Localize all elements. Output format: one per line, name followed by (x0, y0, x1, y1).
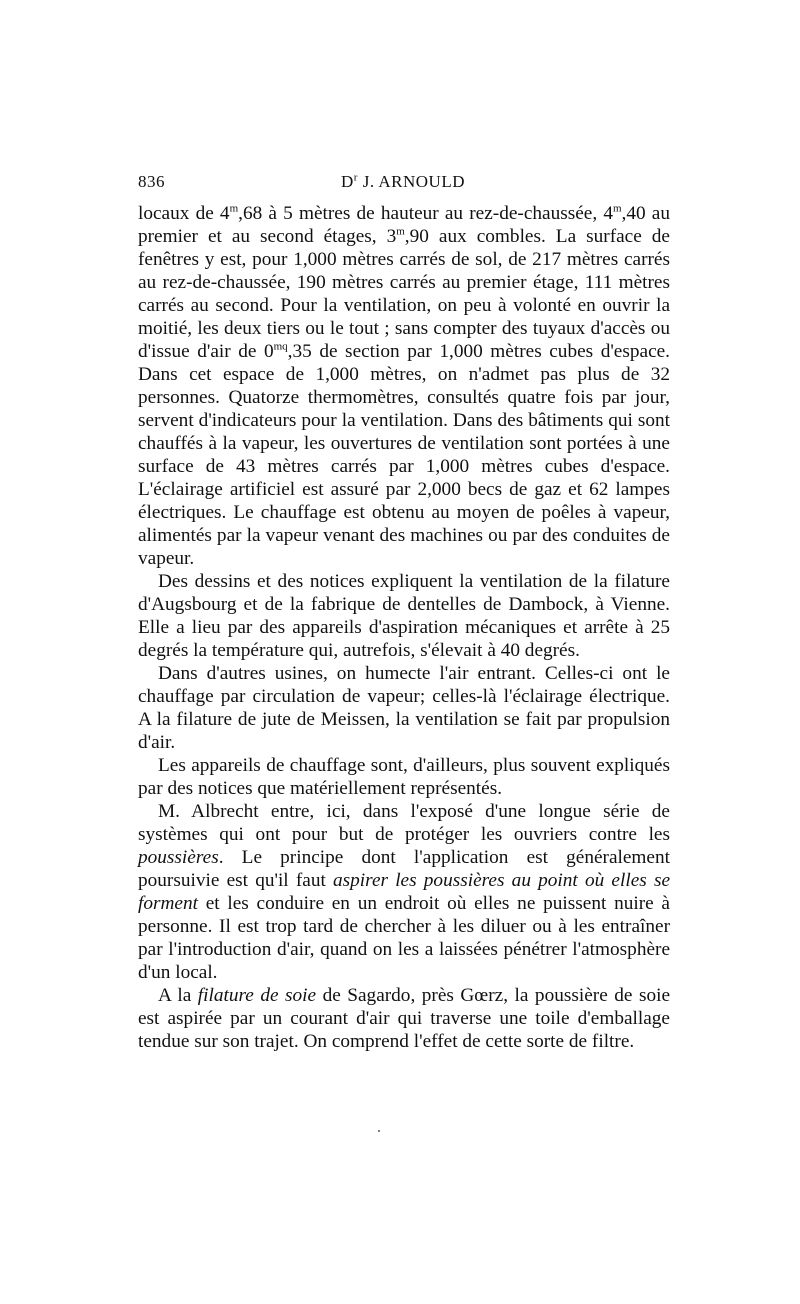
superscript-unit: mq (273, 340, 288, 353)
text-run: locaux de 4 (138, 203, 230, 224)
paragraph (138, 754, 670, 800)
body-text (138, 202, 670, 1053)
italic-phrase: filature de soie (197, 985, 317, 1006)
author-prefix-sup: r (353, 171, 358, 184)
author-name: J. ARNOULD (357, 172, 465, 191)
text-run: ,68 à 5 mètres de hauteur au rez-de-chaussée, 4 (238, 203, 613, 224)
text-run: . Le principe dont l'application est généralement poursuivie est qu'il faut (138, 847, 670, 891)
paragraph (138, 202, 670, 570)
superscript-unit: m (612, 202, 622, 215)
text-run: M. Albrecht entre, ici, dans l'exposé d'une longue série de systèmes qui ont pour but de protéger les ouvriers contre les (138, 801, 670, 845)
header-author (138, 172, 668, 192)
text-run: et les conduire en un endroit où elles ne puissent nuire à personne. Il est trop tard de chercher à les diluer ou à les entraîner par l'introduction d'air, quand on les a laissées pénétrer l'atmosphère d'un local. (138, 893, 670, 983)
text-run: Les appareils de chauffage sont, d'ailleurs, plus souvent expliqués par des notices que matériellement représentés. (138, 755, 670, 799)
text-run: ,35 de section par 1,000 mètres cubes d'espace. Dans cet espace de 1,000 mètres, on n'admet pas plus de 32 personnes. Quatorze thermomètres, consultés quatre fois par jour, servent d'indicateurs pour la ventilation. Dans des bâtiments qui sont chauffés à la vapeur, les ouvertures de ventilation sont portées à une surface de 43 mètres carrés par 1,000 mètres cubes d'espace. L'éclairage artificiel est assuré par 2,000 becs de gaz et 62 lampes électriques. Le chauffage est obtenu au moyen de poêles à vapeur, alimentés par la vapeur venant des machines ou par des conduites de vapeur. (138, 341, 671, 569)
paragraph (138, 800, 670, 984)
running-head (138, 172, 668, 196)
print-speck (378, 1130, 380, 1132)
superscript-unit: m (396, 225, 405, 238)
text-run: A la (158, 985, 198, 1006)
paragraph (138, 662, 670, 754)
text-run: Des dessins et des notices expliquent la ventilation de la filature d'Augsbourg et de la fabrique de dentelles de Dambock, à Vienne. Elle a lieu par des appareils d'aspiration mécaniques et arrête à 25 degrés la température qui, autrefois, s'élevait à 40 degrés. (138, 571, 670, 661)
page-number: 836 (138, 172, 165, 191)
text-run: Dans d'autres usines, on humecte l'air entrant. Celles-ci ont le chauffage par circulation de vapeur; celles-là l'éclairage électrique. A la filature de jute de Meissen, la ventilation se fait par propulsion d'air. (138, 663, 670, 753)
text-run: de Sagardo, près Gœrz, la poussière de soie est aspirée par un courant d'air qui traverse une toile d'emballage tendue sur son trajet. On comprend l'effet de cette sorte de filtre. (138, 985, 671, 1052)
superscript-unit: m (229, 202, 239, 215)
author-prefix: D (341, 172, 354, 191)
paragraph (138, 570, 670, 662)
italic-phrase: aspirer les poussières au point où elles se forment (138, 870, 671, 914)
italic-phrase: poussières (138, 847, 219, 868)
paragraph (138, 984, 670, 1053)
text-run: ,40 au premier et au second étages, 3 (138, 203, 671, 247)
text-run: ,90 aux combles. La surface de fenêtres y est, pour 1,000 mètres carrés de sol, de 217 mètres carrés au rez-de-chaussée, 190 mètres carrés au premier étage, 111 mètres carrés au second. Pour la ventilation, on peu à volonté en ouvrir la moitié, les deux tiers ou le tout ; sans compter des tuyaux d'accès ou d'issue d'air de 0 (138, 226, 670, 362)
